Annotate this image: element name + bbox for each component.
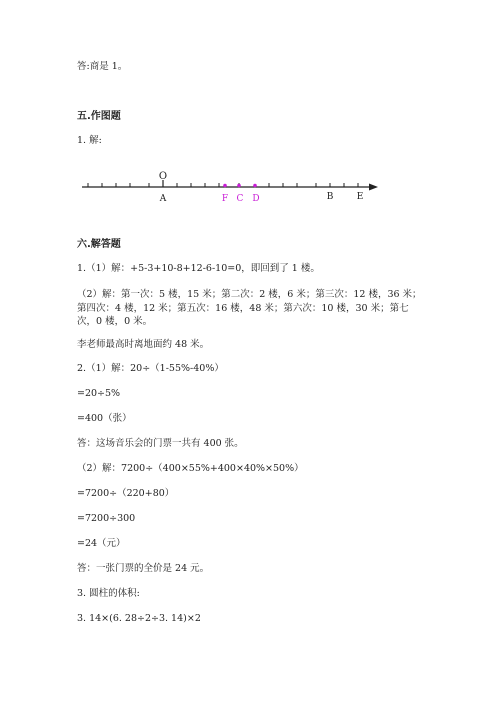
answer-quotient: 答:商是 1。 bbox=[77, 61, 128, 72]
label-d: D bbox=[252, 194, 260, 204]
q1-conclusion: 李老师最高时离地面约 48 米。 bbox=[77, 339, 210, 350]
point-d-dot bbox=[253, 184, 257, 188]
number-line-arrow bbox=[369, 184, 378, 191]
q2-part2-answer: 答：一张门票的全价是 24 元。 bbox=[77, 563, 210, 574]
q2-part1-answer: 答：这场音乐会的门票一共有 400 张。 bbox=[77, 438, 244, 449]
q1-part1: 1.（1）解：+5-3+10-8+12-6-10=0，即回到了 1 楼。 bbox=[77, 263, 320, 274]
number-line bbox=[80, 168, 385, 208]
q2-part1-step1: 2.（1）解：20÷（1-55%-40%） bbox=[77, 363, 224, 374]
label-f: F bbox=[221, 194, 229, 204]
q2-part2-step2: =7200÷（220+80） bbox=[77, 488, 175, 499]
q2-part2-step1: （2）解：7200÷（400×55%+400×40%×50%） bbox=[77, 463, 304, 474]
q2-part2-step3: =7200÷300 bbox=[77, 513, 136, 524]
section-5-q1: 1. 解: bbox=[77, 135, 102, 146]
point-f-dot bbox=[223, 184, 227, 188]
section-5-title: 五.作图题 bbox=[77, 111, 121, 122]
section-6-title: 六.解答题 bbox=[77, 239, 121, 250]
q1-part2: （2）解：第一次：5 楼，15 米；第二次：2 楼，6 米；第三次：12 楼，36 米；第四次：4 楼，12 米；第五次：16 楼，48 米；第六次：10 楼，30 米；第七次，0 楼，0 米。 bbox=[77, 289, 422, 327]
q3-title: 3. 圆柱的体积: bbox=[77, 588, 140, 599]
q2-part1-step3: =400（张） bbox=[77, 413, 132, 424]
label-e: E bbox=[356, 192, 364, 202]
q3-formula: 3. 14×(6. 28÷2÷3. 14)×2 bbox=[77, 613, 201, 624]
q2-part2-step4: =24（元） bbox=[77, 538, 126, 549]
point-c-dot bbox=[237, 184, 241, 188]
label-o: O bbox=[158, 171, 168, 182]
number-line-ticks bbox=[88, 183, 358, 187]
label-c: C bbox=[236, 194, 244, 204]
label-a: A bbox=[159, 194, 167, 204]
q2-part1-step2: =20÷5% bbox=[77, 388, 121, 399]
label-b: B bbox=[326, 192, 334, 202]
